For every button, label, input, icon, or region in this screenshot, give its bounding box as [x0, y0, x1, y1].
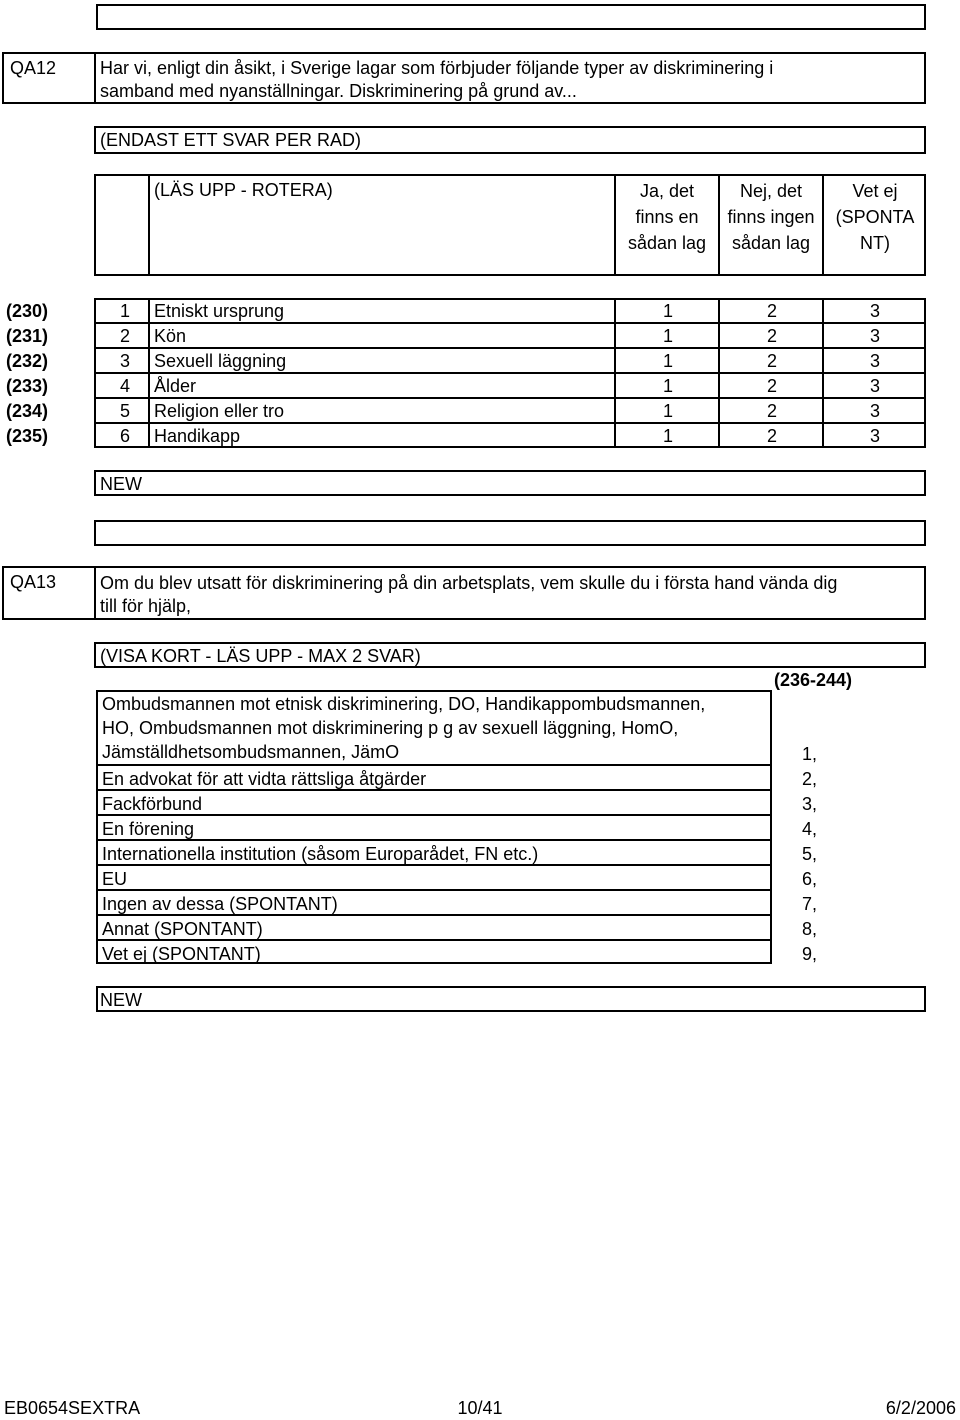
- row-label: Religion eller tro: [154, 401, 285, 421]
- answer-code-no[interactable]: 2: [766, 376, 777, 396]
- answer-code-dont-know[interactable]: 3: [869, 351, 880, 371]
- row-label: Handikapp: [154, 426, 241, 446]
- row-var-code: (233): [6, 376, 49, 396]
- answer-code-yes[interactable]: 1: [662, 326, 673, 346]
- answer-code-no[interactable]: 2: [766, 351, 777, 371]
- answer-code-dont-know[interactable]: 3: [869, 401, 880, 421]
- qa13-question-line2: till för hjälp,: [100, 596, 192, 616]
- qa12-answer-table: [0, 298, 960, 448]
- qa12-new-box: [94, 470, 926, 496]
- list-item[interactable]: En advokat för att vidta rättsliga åtgärder: [102, 769, 427, 789]
- footer-page-number: 10/41: [457, 1398, 503, 1418]
- answer-code-yes[interactable]: 1: [662, 351, 673, 371]
- list-item[interactable]: EU: [102, 869, 128, 889]
- qa13-options-list: [0, 690, 960, 962]
- answer-code-yes[interactable]: 1: [662, 301, 673, 321]
- qa12-instruction-box: [94, 126, 926, 154]
- col-header-dont-know: Vet ej (SPONTA NT): [835, 181, 915, 253]
- qa12-column-header: [94, 174, 926, 276]
- qa12-question-line1: Har vi, enligt din åsikt, i Sverige lagar som förbjuder följande typer av diskriminering i: [100, 58, 774, 78]
- option-code[interactable]: 2,: [802, 769, 818, 789]
- option-code[interactable]: 7,: [802, 894, 818, 914]
- answer-code-yes[interactable]: 1: [662, 401, 673, 421]
- footer-date: 6/2/2006: [885, 1398, 956, 1418]
- list-item[interactable]: Internationella institution (såsom Europarådet, FN etc.): [102, 844, 539, 864]
- answer-code-dont-know[interactable]: 3: [869, 326, 880, 346]
- qa12-instruction: (ENDAST ETT SVAR PER RAD): [100, 130, 362, 150]
- separator-empty-box: [94, 520, 926, 546]
- list-item[interactable]: Fackförbund: [102, 794, 203, 814]
- qa13-instruction-box: [94, 642, 926, 668]
- footer-doc-id: EB0654SEXTRA: [4, 1398, 141, 1418]
- qa13-new-label: NEW: [100, 990, 142, 1010]
- row-var-code: (230): [6, 301, 49, 321]
- qa12-read-instruction: (LÄS UPP - ROTERA): [154, 180, 333, 200]
- qa12-code-box: [2, 52, 96, 104]
- option-code[interactable]: 6,: [802, 869, 818, 889]
- row-var-code: (234): [6, 401, 49, 421]
- row-number: 3: [119, 351, 130, 371]
- option-label-line: HO, Ombudsmannen mot diskriminering p g av sexuell läggning, HomO,: [102, 718, 679, 738]
- row-label: Ålder: [154, 376, 197, 396]
- row-number: 2: [119, 326, 130, 346]
- top-empty-box: [96, 4, 926, 30]
- row-number: 4: [119, 376, 130, 396]
- option-code[interactable]: 1,: [802, 744, 818, 764]
- qa13-question-box: [94, 566, 926, 620]
- option-label-line: Ombudsmannen mot etnisk diskriminering, DO, Handikappombudsmannen,: [102, 694, 706, 714]
- qa12-new-label: NEW: [100, 474, 142, 494]
- row-number: 5: [119, 401, 130, 421]
- row-var-code: (235): [6, 426, 49, 446]
- col-header-yes: Ja, det finns en sådan lag: [627, 181, 707, 253]
- answer-code-no[interactable]: 2: [766, 301, 777, 321]
- option-code[interactable]: 9,: [802, 944, 818, 964]
- qa12-code: QA12: [10, 58, 57, 78]
- option-code[interactable]: 5,: [802, 844, 818, 864]
- answer-code-dont-know[interactable]: 3: [869, 301, 880, 321]
- answer-code-yes[interactable]: 1: [662, 426, 673, 446]
- page-footer: [0, 1396, 960, 1420]
- row-label: Etniskt ursprung: [154, 301, 285, 321]
- list-item[interactable]: Ingen av dessa (SPONTANT): [102, 894, 338, 914]
- row-label: Kön: [154, 326, 187, 346]
- row-var-code: (232): [6, 351, 49, 371]
- qa13-var-range: (236-244): [774, 670, 853, 690]
- list-item[interactable]: [102, 692, 770, 764]
- answer-code-yes[interactable]: 1: [662, 376, 673, 396]
- answer-code-no[interactable]: 2: [766, 326, 777, 346]
- qa13-code: QA13: [10, 572, 57, 592]
- list-item[interactable]: En förening: [102, 819, 195, 839]
- list-item[interactable]: Vet ej (SPONTANT): [102, 944, 261, 964]
- qa13-new-box: [96, 986, 926, 1012]
- answer-code-dont-know[interactable]: 3: [869, 376, 880, 396]
- qa12-question-line2: samband med nyanställningar. Diskriminering på grund av...: [100, 81, 577, 101]
- col-header-no: Nej, det finns ingen sådan lag: [727, 181, 815, 253]
- row-var-code: (231): [6, 326, 49, 346]
- answer-code-no[interactable]: 2: [766, 426, 777, 446]
- qa13-instruction: (VISA KORT - LÄS UPP - MAX 2 SVAR): [100, 646, 421, 666]
- qa12-question-box: [94, 52, 926, 104]
- option-code[interactable]: 4,: [802, 819, 818, 839]
- list-item[interactable]: Annat (SPONTANT): [102, 919, 263, 939]
- option-code[interactable]: 3,: [802, 794, 818, 814]
- option-label-line: Jämställdhetsombudsmannen, JämO: [102, 742, 400, 762]
- row-number: 1: [119, 301, 130, 321]
- option-code[interactable]: 8,: [802, 919, 818, 939]
- qa13-code-box: [2, 566, 96, 620]
- qa13-question-line1: Om du blev utsatt för diskriminering på din arbetsplats, vem skulle du i första hand vända dig: [100, 573, 838, 593]
- row-label: Sexuell läggning: [154, 351, 287, 371]
- answer-code-no[interactable]: 2: [766, 401, 777, 421]
- answer-code-dont-know[interactable]: 3: [869, 426, 880, 446]
- row-number: 6: [119, 426, 130, 446]
